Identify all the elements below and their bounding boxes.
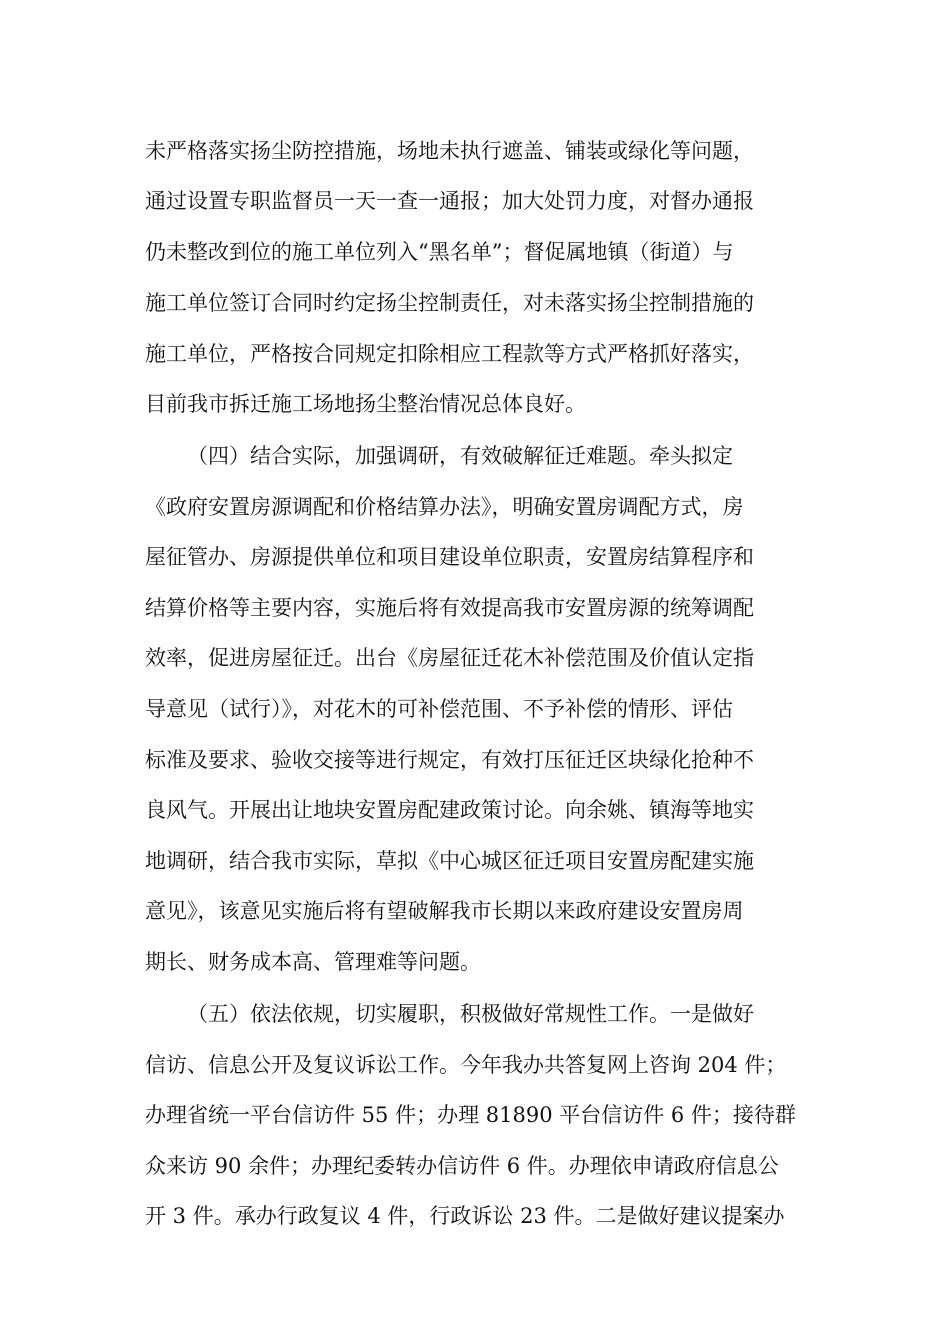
- text-line: 众来访 90 余件；办理纪委转办信访件 6 件。办理依申请政府信息公: [145, 1154, 779, 1178]
- text-line: 导意见（试行）》，对花木的可补偿范围、不予补偿的情形、评估: [145, 697, 733, 721]
- paragraph-heading-line: （四）结合实际，加强调研，有效破解征迁难题。牵头拟定: [187, 444, 733, 468]
- text-line: 仍未整改到位的施工单位列入“黑名单”；督促属地镇（街道）与: [145, 240, 734, 264]
- text-line: 意见》，该意见实施后将有望破解我市长期以来政府建设安置房周: [145, 899, 744, 923]
- text-line: 标准及要求、验收交接等进行规定，有效打压征迁区块绿化抢种不: [145, 748, 754, 772]
- text-line: 期长、财务成本高、管理难等问题。: [145, 950, 481, 974]
- text-line: 良风气。开展出让地块安置房配建政策讨论。向余姚、镇海等地实: [145, 798, 754, 822]
- text-line: 地调研，结合我市实际，草拟《中心城区征迁项目安置房配建实施: [145, 849, 754, 873]
- paragraph-heading-line: （五）依法依规，切实履职，积极做好常规性工作。一是做好: [187, 1002, 754, 1026]
- text-line: 《政府安置房源调配和价格结算办法》，明确安置房调配方式，房: [145, 495, 744, 519]
- text-line: 施工单位，严格按合同规定扣除相应工程款等方式严格抓好落实，: [145, 342, 754, 366]
- text-line: 开 3 件。承办行政复议 4 件，行政诉讼 23 件。二是做好建议提案办: [145, 1204, 785, 1228]
- text-line: 通过设置专职监督员一天一查一通报；加大处罚力度，对督办通报: [145, 189, 754, 213]
- text-line: 屋征管办、房源提供单位和项目建设单位职责，安置房结算程序和: [145, 545, 754, 569]
- text-line: 结算价格等主要内容，实施后将有效提高我市安置房源的统筹调配: [145, 596, 754, 620]
- text-line: 效率，促进房屋征迁。出台《房屋征迁花木补偿范围及价值认定指: [145, 646, 754, 670]
- text-line: 信访、信息公开及复议诉讼工作。今年我办共答复网上咨询 204 件；: [145, 1053, 787, 1077]
- text-line: 施工单位签订合同时约定扬尘控制责任，对未落实扬尘控制措施的: [145, 291, 754, 315]
- text-line: 未严格落实扬尘防控措施，场地未执行遮盖、铺装或绿化等问题，: [145, 139, 754, 163]
- text-line: 办理省统一平台信访件 55 件；办理 81890 平台信访件 6 件；接待群: [145, 1103, 796, 1127]
- text-line: 目前我市拆迁施工场地扬尘整治情况总体良好。: [145, 392, 586, 416]
